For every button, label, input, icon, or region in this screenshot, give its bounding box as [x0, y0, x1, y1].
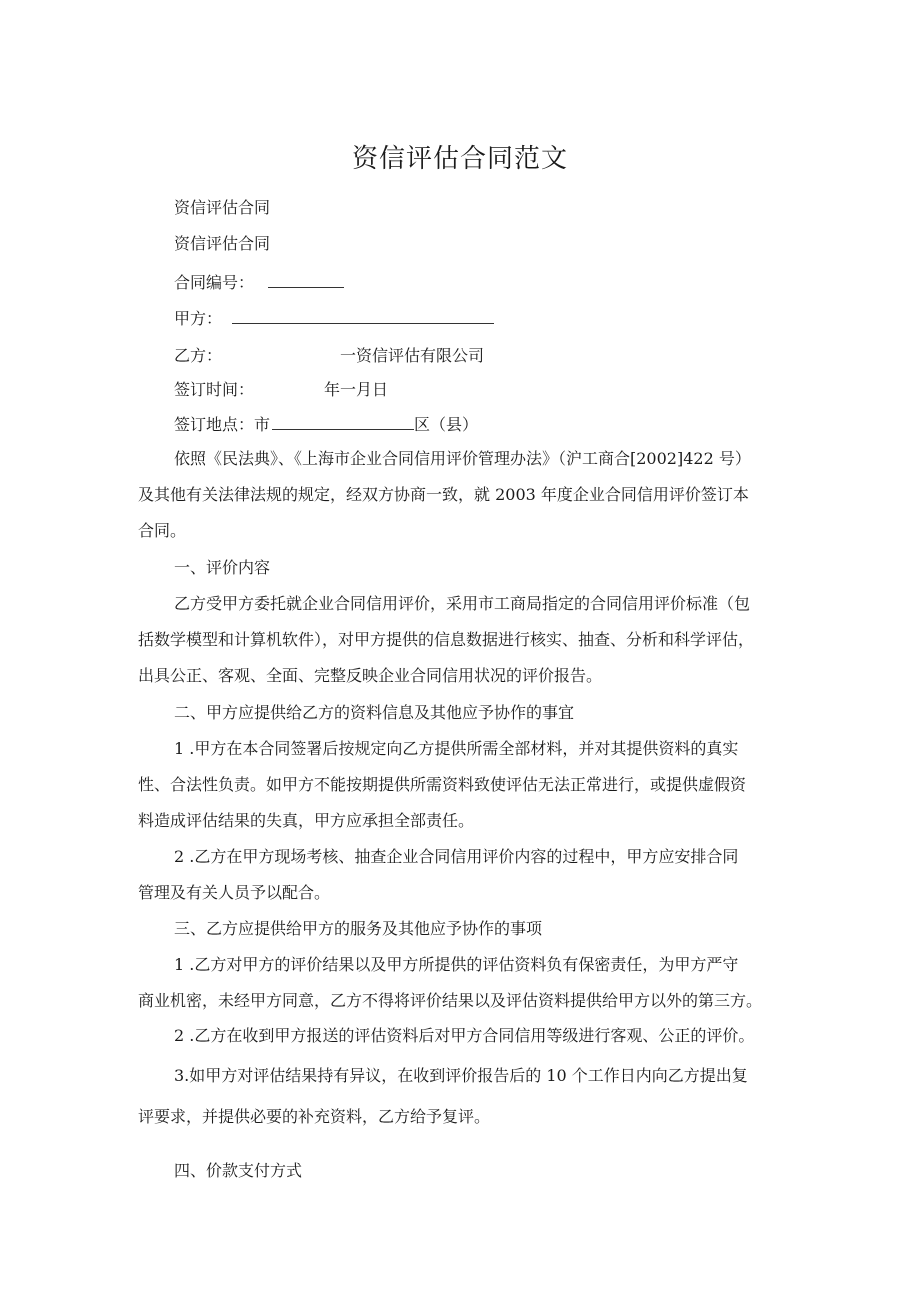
section-1-heading: 一、评价内容 — [174, 558, 271, 577]
section-3-heading: 三、乙方应提供给甲方的服务及其他应予协作的事项 — [174, 919, 543, 938]
sign-date-value: 年一月日 — [324, 380, 389, 399]
section-3-item-3-line-1: 3.如甲方对评估结果持有异议，在收到评价报告后的 10 个工作日内向乙方提出复 — [174, 1066, 748, 1085]
section-1-line-1: 乙方受甲方委托就企业合同信用评价，采用市工商局指定的合同信用评价标准（包 — [174, 594, 751, 613]
party-a-row — [174, 307, 494, 329]
contract-number-blank — [268, 271, 344, 288]
party-a-blank — [232, 307, 494, 324]
contract-number-row — [174, 271, 344, 293]
sign-place-row — [174, 413, 478, 435]
contract-number-label: 合同编号： — [174, 273, 255, 292]
page-title: 资信评估合同范文 — [351, 144, 568, 174]
section-3-item-1-line-2: 商业机密，未经甲方同意，乙方不得将评价结果以及评估资料提供给甲方以外的第三方。 — [138, 991, 763, 1010]
intro-line-3: 合同。 — [138, 521, 187, 540]
section-2-item-2-line-2: 管理及有关人员予以配合。 — [138, 883, 331, 902]
section-3-item-2: 2 .乙方在收到甲方报送的评估资料后对甲方合同信用等级进行客观、公正的评价。 — [174, 1026, 755, 1045]
sign-place-label: 签订地点：市 — [174, 415, 271, 434]
sign-place-suffix: 区（县） — [414, 415, 479, 434]
section-3-item-1-line-1: 1 .乙方对甲方的评价结果以及甲方所提供的评估资料负有保密责任，为甲方严守 — [174, 955, 739, 974]
section-1-line-2: 括数学模型和计算机软件），对甲方提供的信息数据进行核实、抽查、分析和科学评估， — [138, 630, 755, 649]
sign-place-blank — [272, 413, 414, 430]
section-2-item-1-line-1: 1 .甲方在本合同签署后按规定向乙方提供所需全部材料，并对其提供资料的真实 — [174, 739, 739, 758]
section-1-line-3: 出具公正、客观、全面、完整反映企业合同信用状况的评价报告。 — [138, 666, 603, 685]
party-b-row — [174, 346, 484, 366]
intro-line-1: 依照《民法典》、《上海市企业合同信用评价管理办法》（沪工商合[2002]422 号） — [174, 449, 751, 468]
party-a-label: 甲方： — [174, 309, 223, 328]
section-3-item-3-line-2: 评要求，并提供必要的补充资料，乙方给予复评。 — [138, 1107, 491, 1126]
section-2-item-2-line-1: 2 .乙方在甲方现场考核、抽查企业合同信用评价内容的过程中，甲方应安排合同 — [174, 847, 739, 866]
intro-line-2: 及其他有关法律法规的规定，经双方协商一致，就 2003 年度企业合同信用评价签订本 — [138, 485, 749, 504]
section-2-item-1-line-2: 性、合法性负责。如甲方不能按期提供所需资料致使评估无法正常进行，或提供虚假资 — [138, 775, 747, 794]
header-line-2: 资信评估合同 — [174, 234, 271, 253]
section-4-heading: 四、价款支付方式 — [174, 1161, 303, 1180]
party-b-value: 一资信评估有限公司 — [340, 346, 485, 365]
section-2-heading: 二、甲方应提供给乙方的资料信息及其他应予协作的事宜 — [174, 703, 575, 722]
sign-date-row — [174, 380, 388, 400]
section-2-item-1-line-3: 料造成评估结果的失真，甲方应承担全部责任。 — [138, 811, 475, 830]
header-line-1: 资信评估合同 — [174, 198, 271, 217]
party-b-label: 乙方： — [174, 346, 223, 365]
sign-date-label: 签订时间： — [174, 380, 255, 399]
